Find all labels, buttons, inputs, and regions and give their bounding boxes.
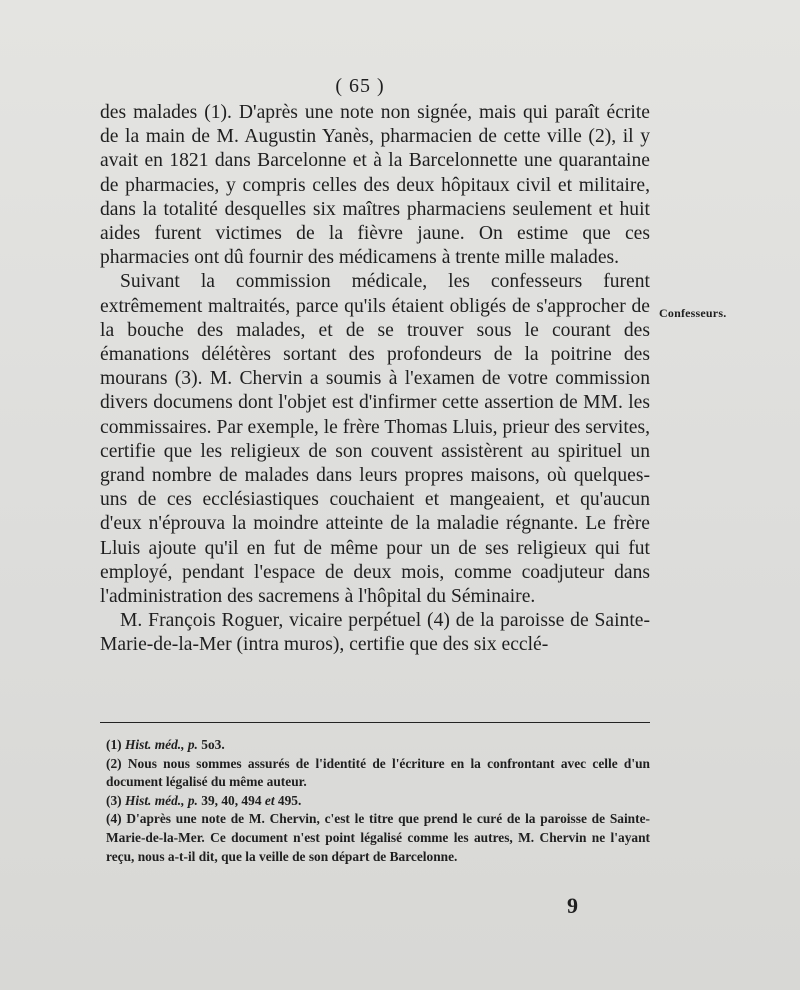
footnote-3-pages: 39, 40, 494	[201, 792, 262, 808]
footnote-3-number: (3)	[106, 792, 122, 808]
footnote-2: (2) Nous nous sommes assurés de l'identité de l'écriture en la confrontant avec celle d'un document légalisé du même auteur.	[106, 755, 650, 790]
footnote-3-last: 495.	[277, 792, 302, 808]
footnote-1-ref: Hist. méd., p.	[124, 737, 198, 752]
footnote-3-ref: Hist. méd., p.	[124, 792, 198, 808]
footnote-3	[106, 792, 650, 811]
footnote-1-page: 5o3.	[201, 737, 225, 752]
footnote-3-et: et	[264, 792, 275, 808]
margin-note: Confesseurs.	[659, 306, 727, 320]
footnote-4: (4) D'après une note de M. Chervin, c'est le titre que prend le curé de la paroisse de Sainte-Marie-de-la-Mer. Ce document n'est point légalisé comme les autres, M. Chervin ne l'ayant reçu, nous a-t-il dit, que la veille de son départ de Barcelonne.	[106, 811, 650, 864]
main-text	[100, 101, 650, 658]
footnote-1	[106, 736, 650, 755]
footnotes	[106, 736, 650, 866]
paragraph-1: des malades (1). D'après une note non signée, mais qui paraît écrite de la main de M. Augustin Yanès, pharmacien de cette ville (2), il y avait en 1821 dans Barcelonne et à la Barcelonnette une quarantaine de pharmacies, y compris celles des deux hôpitaux civil et militaire, dans la totalité desquelles six maîtres pharmaciens seulement et huit aides furent victimes de la fièvre jaune. On estime que ces pharmacies ont dû fournir des médicamens à trente mille malades.	[100, 102, 650, 269]
paragraph-2: Suivant la commission médicale, les confesseurs furent extrêmement maltraités, parce qu'ils étaient obligés de s'approcher de la bouche des malades, et de se trouver sous le courant des émanations délétères sortant des profondeurs de la poitrine des mourans (3). M. Chervin a soumis à l'examen de votre commission divers documens dont l'objet est d'infirmer cette assertion de MM. les commissaires. Par exemple, le frère Thomas Lluis, prieur des servites, certifie que les religieux de son couvent assistèrent au spirituel un grand nombre de malades dans leurs propres maisons, où quelques-uns de ces ecclésiastiques couchaient et mangeaient, et qu'aucun d'eux n'éprouva la moindre atteinte de la maladie régnante. Le frère Lluis ajoute qu'il en fut de même pour un de ses religieux qui fut employé, pendant l'espace de deux mois, comme coadjuteur dans l'administration des sacremens à l'hôpital du Séminaire.	[100, 271, 650, 608]
signature-mark: 9	[567, 893, 578, 918]
footnote-rule	[100, 722, 650, 723]
page-number: ( 65 )	[335, 75, 385, 97]
paragraph-3: M. François Roguer, vicaire perpétuel (4) de la paroisse de Sainte-Marie-de-la-Mer (intra muros), certifie que des six ecclé-	[100, 610, 650, 656]
footnote-1-number: (1)	[106, 737, 122, 752]
